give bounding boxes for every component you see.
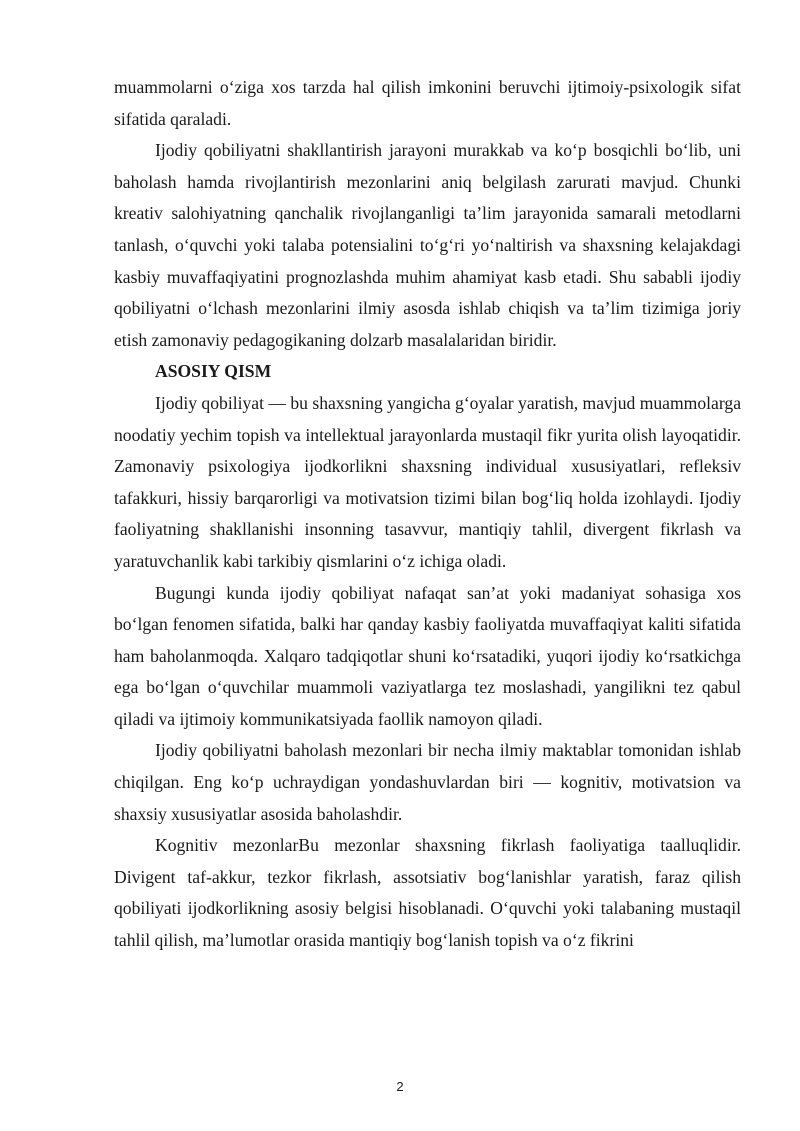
paragraph-cognitive-criteria: Kognitiv mezonlarBu mezonlar shaxsning fikrlash faoliyatiga taalluqlidir. Divigent taf-akkur, tezkor fikrlash, assotsiativ bog‘lanishlar yaratish, faraz qilish qobiliyati ijodkorlikning asosiy belgisi hisoblanadi. O‘quvchi yoki talabaning mustaqil tahlil qilish, ma’lumotlar orasida mantiqiy bog‘lanish topish va o‘z fikrini bbox=[114, 835, 741, 951]
paragraph-assessment: Ijodiy qobiliyatni baholash mezonlari bir necha ilmiy maktablar tomonidan ishlab chiqilgan. Eng ko‘p uchraydigan yondashuvlardan biri — kognitiv, motivatsion va shaxsiy xususiyatlar asosida baholashdir. bbox=[114, 740, 741, 824]
paragraph-continuation: muammolarni o‘ziga xos tarzda hal qilish imkonini beruvchi ijtimoiy-psixologik sifat sifatida qaraladi. bbox=[114, 77, 741, 129]
page-number: 2 bbox=[396, 1079, 404, 1094]
paragraph-definition: Ijodiy qobiliyat — bu shaxsning yangicha g‘oyalar yaratish, mavjud muammolarga noodatiy yechim topish va intellektual jarayonlarda mustaqil fikr yurita olish layoqatidir. Zamonaviy psixologiya ijodkorlikni shaxsning individual xususiyatlari, refleksiv tafakkuri, hissiy barqarorligi va motivatsion tizimi bilan bog‘liq holda izohlaydi. Ijodiy faoliyatning shakllanishi insonning tasavvur, mantiqiy tahlil, divergent fikrlash va yaratuvchanlik kabi tarkibiy qismlarini o‘z ichiga oladi. bbox=[114, 392, 742, 571]
section-heading: ASOSIY QISM bbox=[155, 361, 272, 382]
document-page bbox=[114, 72, 741, 957]
paragraph-criteria-intro: Ijodiy qobiliyatni shakllantirish jarayoni murakkab va ko‘p bosqichli bo‘lib, uni baholash hamda rivojlantirish mezonlarini aniq belgilash zarurati mavjud. Chunki kreativ salohiyatning qanchalik rivojlanganligi ta’lim jarayonida samarali metodlarni tanlash, o‘quvchi yoki talaba potensialini to‘g‘ri yo‘naltirish va shaxsning kelajakdagi kasbiy muvaffaqiyatini prognozlashda muhim ahamiyat kasb etadi. Shu sababli ijodiy qobiliyatni o‘lchash mezonlarini ilmiy asosda ishlab chiqish va ta’lim tizimiga joriy etish zamonaviy pedagogikaning dolzarb masalalaridan biridir. bbox=[114, 140, 741, 350]
paragraph-importance: Bugungi kunda ijodiy qobiliyat nafaqat san’at yoki madaniyat sohasiga xos bo‘lgan fenomen sifatida, balki har qanday kasbiy faoliyatda muvaffaqiyat kaliti sifatida ham baholanmoqda. Xalqaro tadqiqotlar shuni ko‘rsatadiki, yuqori ijodiy ko‘rsatkichga ega bo‘lgan o‘quvchilar muammoli vaziyatlarga tez moslashadi, yangilikni tez qabul qiladi va ijtimoiy kommunikatsiyada faollik namoyon qiladi. bbox=[114, 582, 741, 729]
